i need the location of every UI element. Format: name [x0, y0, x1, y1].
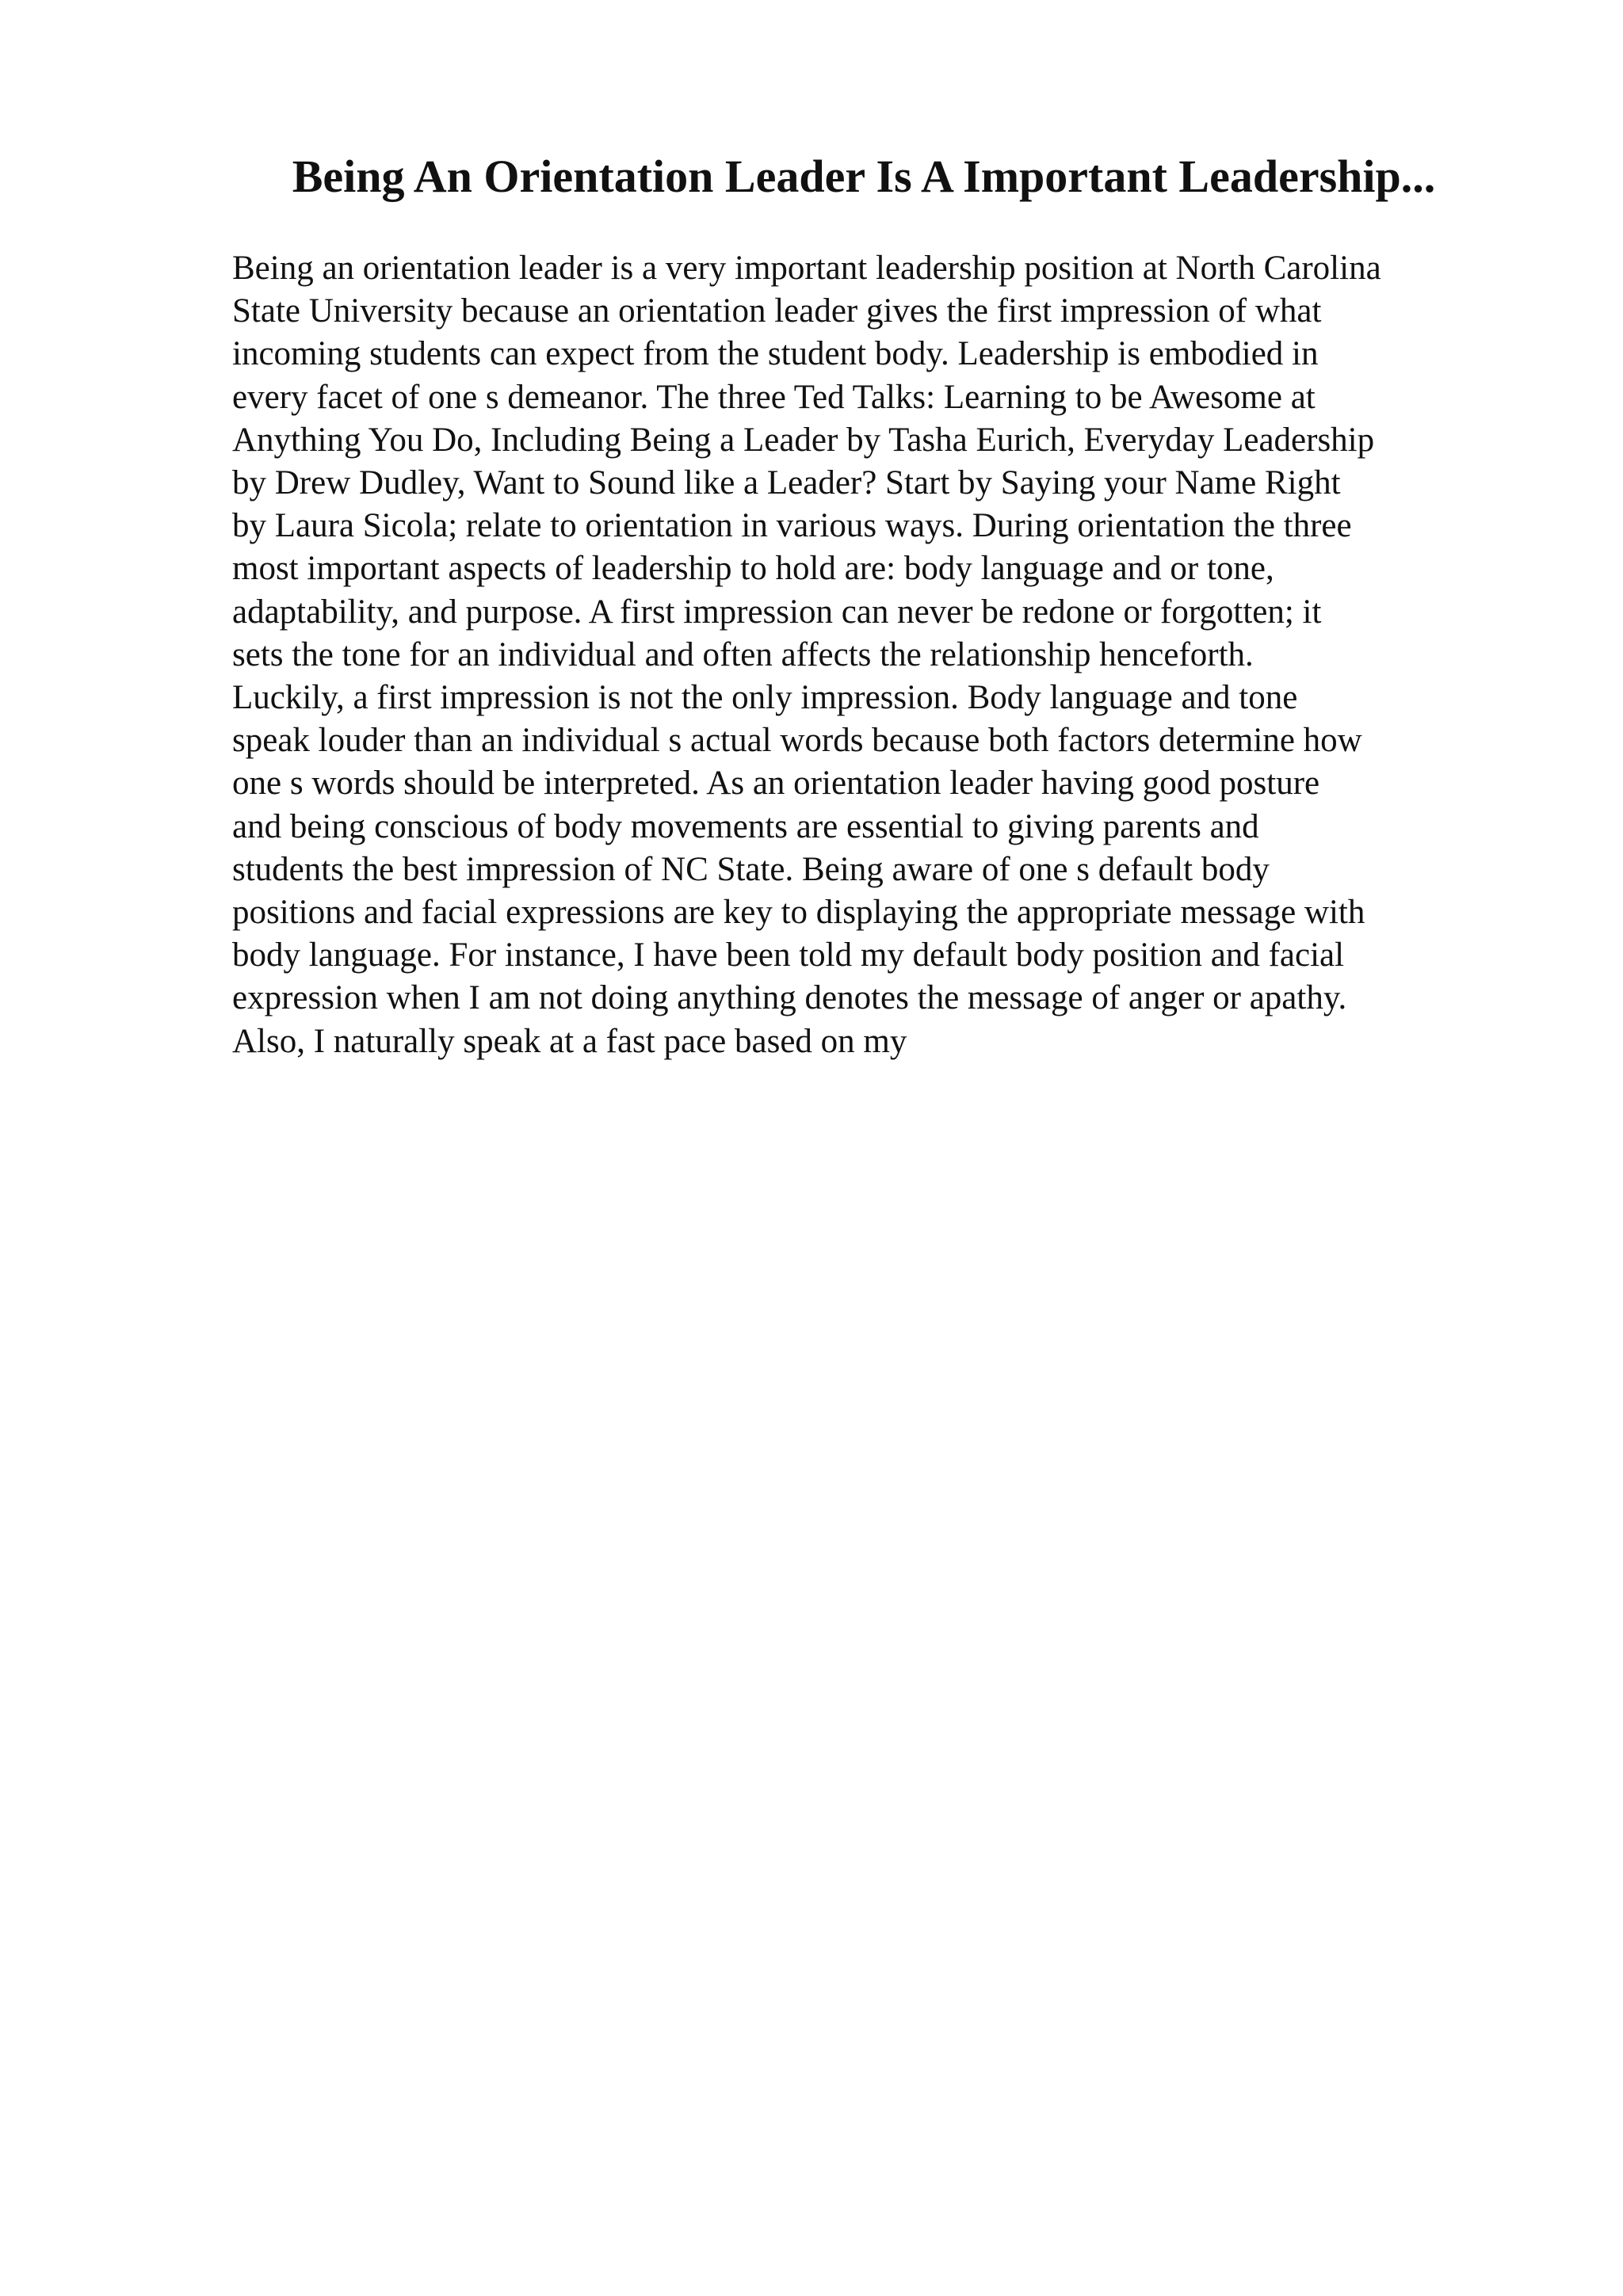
body-line: Being an orientation leader is a very important leadership position at North Carolina — [232, 250, 1381, 287]
body-line: positions and facial expressions are key to displaying the appropriate message with — [232, 894, 1365, 932]
body-line: by Drew Dudley, Want to Sound like a Leader? Start by Saying your Name Right — [232, 464, 1341, 502]
document-body — [232, 247, 1500, 1063]
body-line: students the best impression of NC State. Being aware of one s default body — [232, 850, 1270, 888]
body-line: every facet of one s demeanor. The three Ted Talks: Learning to be Awesome at — [232, 378, 1316, 416]
body-line: incoming students can expect from the student body. Leadership is embodied in — [232, 335, 1319, 373]
body-line: Anything You Do, Including Being a Leader by Tasha Eurich, Everyday Leadership — [232, 421, 1375, 459]
body-line: one s words should be interpreted. As an orientation leader having good posture — [232, 765, 1320, 803]
body-line: Also, I naturally speak at a fast pace based on my — [232, 1022, 907, 1060]
body-line: State University because an orientation leader gives the first impression of what — [232, 292, 1322, 330]
body-line: most important aspects of leadership to hold are: body language and or tone, — [232, 550, 1274, 588]
body-line: speak louder than an individual s actual words because both factors determine how — [232, 722, 1362, 760]
body-line: by Laura Sicola; relate to orientation in various ways. During orientation the three — [232, 507, 1352, 545]
body-line: expression when I am not doing anything denotes the message of anger or apathy. — [232, 979, 1347, 1017]
body-line: body language. For instance, I have been told my default body position and facial — [232, 936, 1345, 974]
document-title: Being An Orientation Leader Is A Important Leadership... — [292, 151, 1436, 202]
body-line: and being conscious of body movements are essential to giving parents and — [232, 807, 1259, 845]
body-line: sets the tone for an individual and often affects the relationship henceforth. — [232, 635, 1254, 673]
body-line: adaptability, and purpose. A first impression can never be redone or forgotten; it — [232, 593, 1322, 631]
body-line: Luckily, a first impression is not the only impression. Body language and tone — [232, 679, 1298, 717]
